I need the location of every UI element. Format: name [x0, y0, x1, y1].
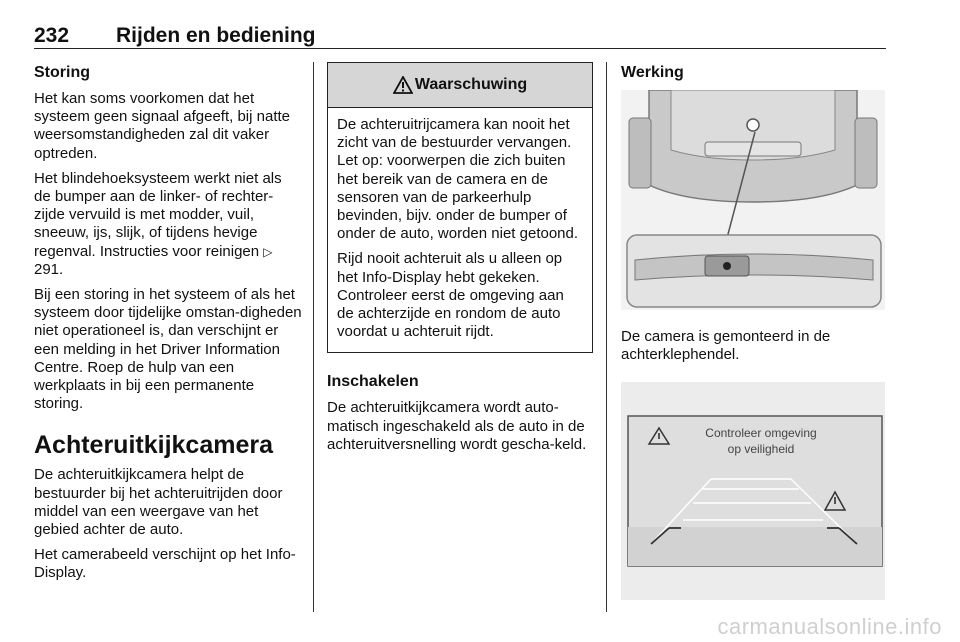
- warning-paragraph: Rijd nooit achteruit als u alleen op het Info-Display hebt gekeken. Controleer eerst de omgeving aan de achterzijde en rondom de auto voordat u achteruit rijdt.: [337, 250, 564, 341]
- storing-heading: Storing: [34, 64, 90, 81]
- inschakelen-heading: Inschakelen: [327, 373, 419, 391]
- paragraph: Het camerabeeld verschijnt op het Info-Display.: [34, 546, 296, 582]
- warning-icon: [393, 76, 413, 94]
- paragraph: De achteruitkijkcamera wordt auto-matisch ingeschakeld als de auto in de achteruitversnelling wordt gescha-keld.: [327, 399, 587, 453]
- display-warning-text: op veiligheid: [727, 442, 795, 457]
- figure-caption: De camera is gemonteerd in de achterklephendel.: [621, 328, 831, 364]
- werking-heading: Werking: [621, 64, 684, 81]
- column-divider: [313, 62, 314, 612]
- column-divider: [606, 62, 607, 612]
- warning-box: [327, 62, 593, 353]
- cross-reference-icon: ▷: [263, 244, 273, 259]
- column-left: [34, 62, 302, 590]
- car-rear-illustration: [621, 90, 885, 310]
- paragraph: Het kan soms voorkomen dat het systeem geen signaal afgeeft, bij natte weersomstandigheden zal dit vaker optreden.: [34, 90, 290, 162]
- warning-body: [328, 108, 592, 352]
- column-right: [621, 62, 886, 600]
- column-middle: [327, 62, 593, 461]
- chapter-title: Rijden en bediening: [116, 24, 316, 47]
- warning-header: [328, 63, 592, 108]
- section-title: Achteruitkijkcamera: [34, 431, 274, 460]
- display-warning-text: Controleer omgeving: [705, 426, 817, 441]
- page-number: 232: [34, 24, 70, 47]
- paragraph: Het blindehoeksysteem werkt niet als de bumper aan de linker- of rechter-zijde vervuild is met modder, vuil, sneeuw, ijs, slijk, of tijdens hevige regenval. Instructies voor reinigen ▷ 291.: [34, 169, 282, 278]
- page-header: [34, 16, 886, 49]
- watermark: carmanualsonline.info: [717, 614, 942, 639]
- camera-display-illustration: [621, 382, 885, 600]
- warning-paragraph: De achteruitrijcamera kan nooit het zicht van de bestuurder vervangen. Let op: voorwerpen die zich buiten het bereik van de camera en de sensoren van de parkeerhulp bevinden, bijv. onder de bumper of onder de auto, worden niet getoond.: [337, 116, 579, 243]
- page-reference[interactable]: 291.: [34, 260, 64, 278]
- paragraph: De achteruitkijkcamera helpt de bestuurder bij het achteruitrijden door middel van een weergave van het gebied achter de auto.: [34, 466, 283, 539]
- paragraph: Bij een storing in het systeem of als het systeem door tijdelijke omstan-digheden niet operationeel is, dan verschijnt er een melding in het Driver Information Centre. Roep de hulp van een werkplaats in bij een permanente storing.: [34, 286, 302, 413]
- warning-title: Waarschuwing: [414, 76, 528, 93]
